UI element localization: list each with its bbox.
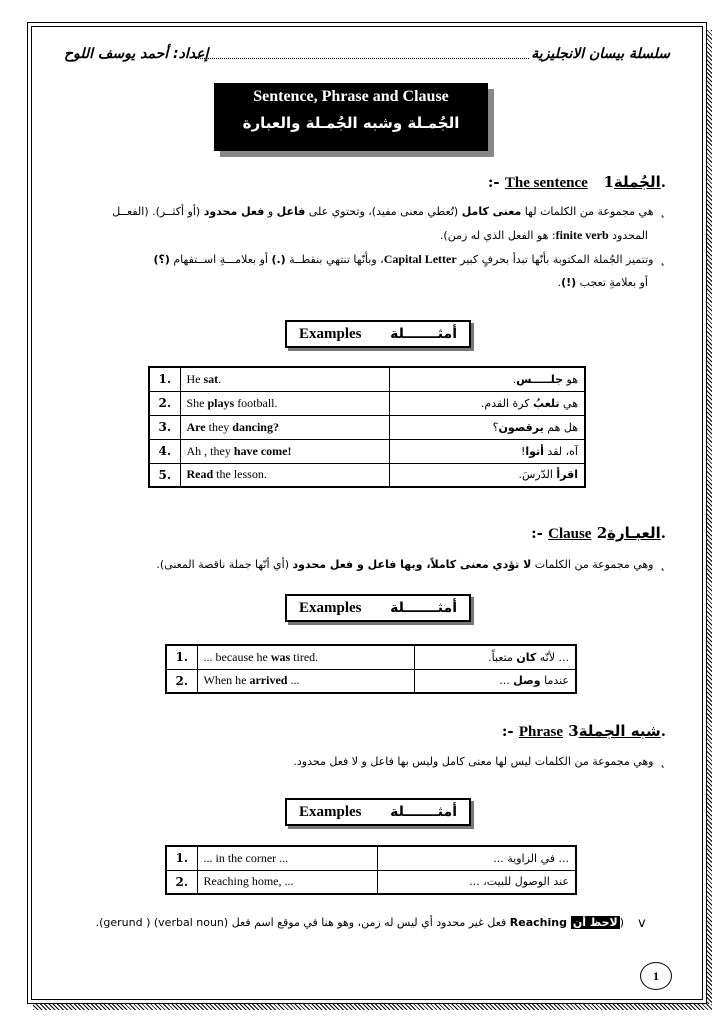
phrase-definition: ˛وهي مجموعة من الكلمات ليس لها معنى كامل وليس بها فاعل و لا فعل محدود. bbox=[293, 754, 666, 769]
table-row bbox=[166, 846, 576, 870]
row-number: 2. bbox=[149, 391, 180, 415]
row-number: 3. bbox=[149, 415, 180, 439]
examples-label-2: Examples أمثـــــــلة bbox=[285, 594, 471, 622]
table-row bbox=[149, 439, 585, 463]
english-example: Reaching home, ... bbox=[197, 870, 378, 894]
table-row bbox=[149, 367, 585, 391]
examples-label-1: Examples أمثـــــــلة bbox=[285, 320, 471, 348]
heading-num: 1. bbox=[603, 173, 666, 191]
arabic-translation: هل هم يرقصون؟ bbox=[389, 415, 585, 439]
english-example: ... because he was tired. bbox=[197, 645, 415, 669]
sentence-definition-line2: المحدود finite verb: هو الفعل الذي له زمن). bbox=[439, 228, 648, 242]
table-row bbox=[166, 870, 576, 894]
header-dotted-line bbox=[195, 58, 529, 59]
section-clause-heading: :- Clause العبـارة2. bbox=[531, 524, 666, 542]
page-number: 1 bbox=[640, 962, 672, 990]
english-example: When he arrived ... bbox=[197, 669, 415, 693]
bullet: ˛ bbox=[659, 204, 666, 219]
sentence-capital-line2: أو بعلامةِ تعجب (!). bbox=[557, 276, 648, 289]
title-english: Sentence, Phrase and Clause bbox=[253, 88, 449, 105]
note-highlight: لاحظ أن bbox=[572, 916, 618, 929]
clause-examples-table bbox=[165, 644, 577, 694]
table-row bbox=[149, 391, 585, 415]
phrase-examples-table bbox=[165, 845, 577, 895]
table-row bbox=[166, 669, 576, 693]
english-example: Ah , they have come! bbox=[180, 439, 389, 463]
sentence-definition-line1: ˛هي مجموعة من الكلمات لها معنى كامل (تُعطي معنى مفيد)، وتحتوي على فاعل و فعل محدود (أو أكثــر). (الفعــل bbox=[112, 204, 666, 219]
gerund-note: (لاحظ أن Reaching فعل غير محدود أي ليس له زمن، وهو هنا في موقع اسم فعل (verbal noun) ( gerund). bbox=[95, 916, 624, 929]
english-example: ... in the corner ... bbox=[197, 846, 378, 870]
section-phrase-heading: :- Phrase شبه الجملة3. bbox=[501, 722, 666, 740]
table-row bbox=[149, 463, 585, 487]
arabic-translation: عند الوصول للبيت، ... bbox=[378, 870, 576, 894]
arabic-translation: ... في الزاوية ... bbox=[378, 846, 576, 870]
title-box bbox=[214, 83, 488, 151]
row-number: 2. bbox=[166, 669, 197, 693]
arabic-translation: عندما وصل ... bbox=[415, 669, 576, 693]
row-number: 4. bbox=[149, 439, 180, 463]
row-number: 1. bbox=[166, 645, 197, 669]
arabic-translation: آه، لقد أتوا! bbox=[389, 439, 585, 463]
arabic-translation: هو جلـــــس. bbox=[389, 367, 585, 391]
note-bullet-icon: v bbox=[638, 916, 646, 931]
author-credit: إعداد: أحمد يوسف اللوح bbox=[64, 46, 209, 62]
examples-label-3: Examples أمثـــــــلة bbox=[285, 798, 471, 826]
sentence-capital-line1: ˛وتتميز الجُملة المكتوبة بأنّها تبدأ بحرفٍ كبير Capital Letter، وبأنّها تنتهي بنقطــة (.) أو بعلامـــةِ اســتفهام (؟) bbox=[153, 252, 666, 267]
row-number: 1. bbox=[149, 367, 180, 391]
arabic-translation: هي تلعبُ كرة القدم. bbox=[389, 391, 585, 415]
heading-en: The sentence bbox=[504, 175, 588, 191]
sentence-examples-table bbox=[148, 366, 586, 488]
row-number: 2. bbox=[166, 870, 197, 894]
title-arabic: الجُمـلة وشبه الجُمـلة والعبارة bbox=[242, 114, 460, 132]
row-number: 5. bbox=[149, 463, 180, 487]
table-row bbox=[149, 415, 585, 439]
english-example: Are they dancing? bbox=[180, 415, 389, 439]
english-example: He sat. bbox=[180, 367, 389, 391]
bullet: ˛ bbox=[659, 252, 666, 267]
english-example: Read the lesson. bbox=[180, 463, 389, 487]
arabic-translation: اقرأ الدّرسَ. bbox=[389, 463, 585, 487]
arabic-translation: ... لأنّه كان متعباً. bbox=[415, 645, 576, 669]
series-title: سلسلة بيسان الانجليزية bbox=[531, 46, 670, 62]
clause-definition: ˛وهي مجموعة من الكلمات لا تؤدي معنى كاملاً، وبها فاعل و فعل محدود (أي أنّها جملة ناقصة المعنى). bbox=[156, 557, 666, 572]
heading-ar: الجُملة bbox=[613, 173, 661, 191]
row-number: 1. bbox=[166, 846, 197, 870]
section-sentence-heading bbox=[488, 173, 666, 192]
heading-tail: :- bbox=[487, 173, 500, 191]
english-example: She plays football. bbox=[180, 391, 389, 415]
table-row bbox=[166, 645, 576, 669]
page-frame-shadow-bottom bbox=[33, 1004, 712, 1010]
